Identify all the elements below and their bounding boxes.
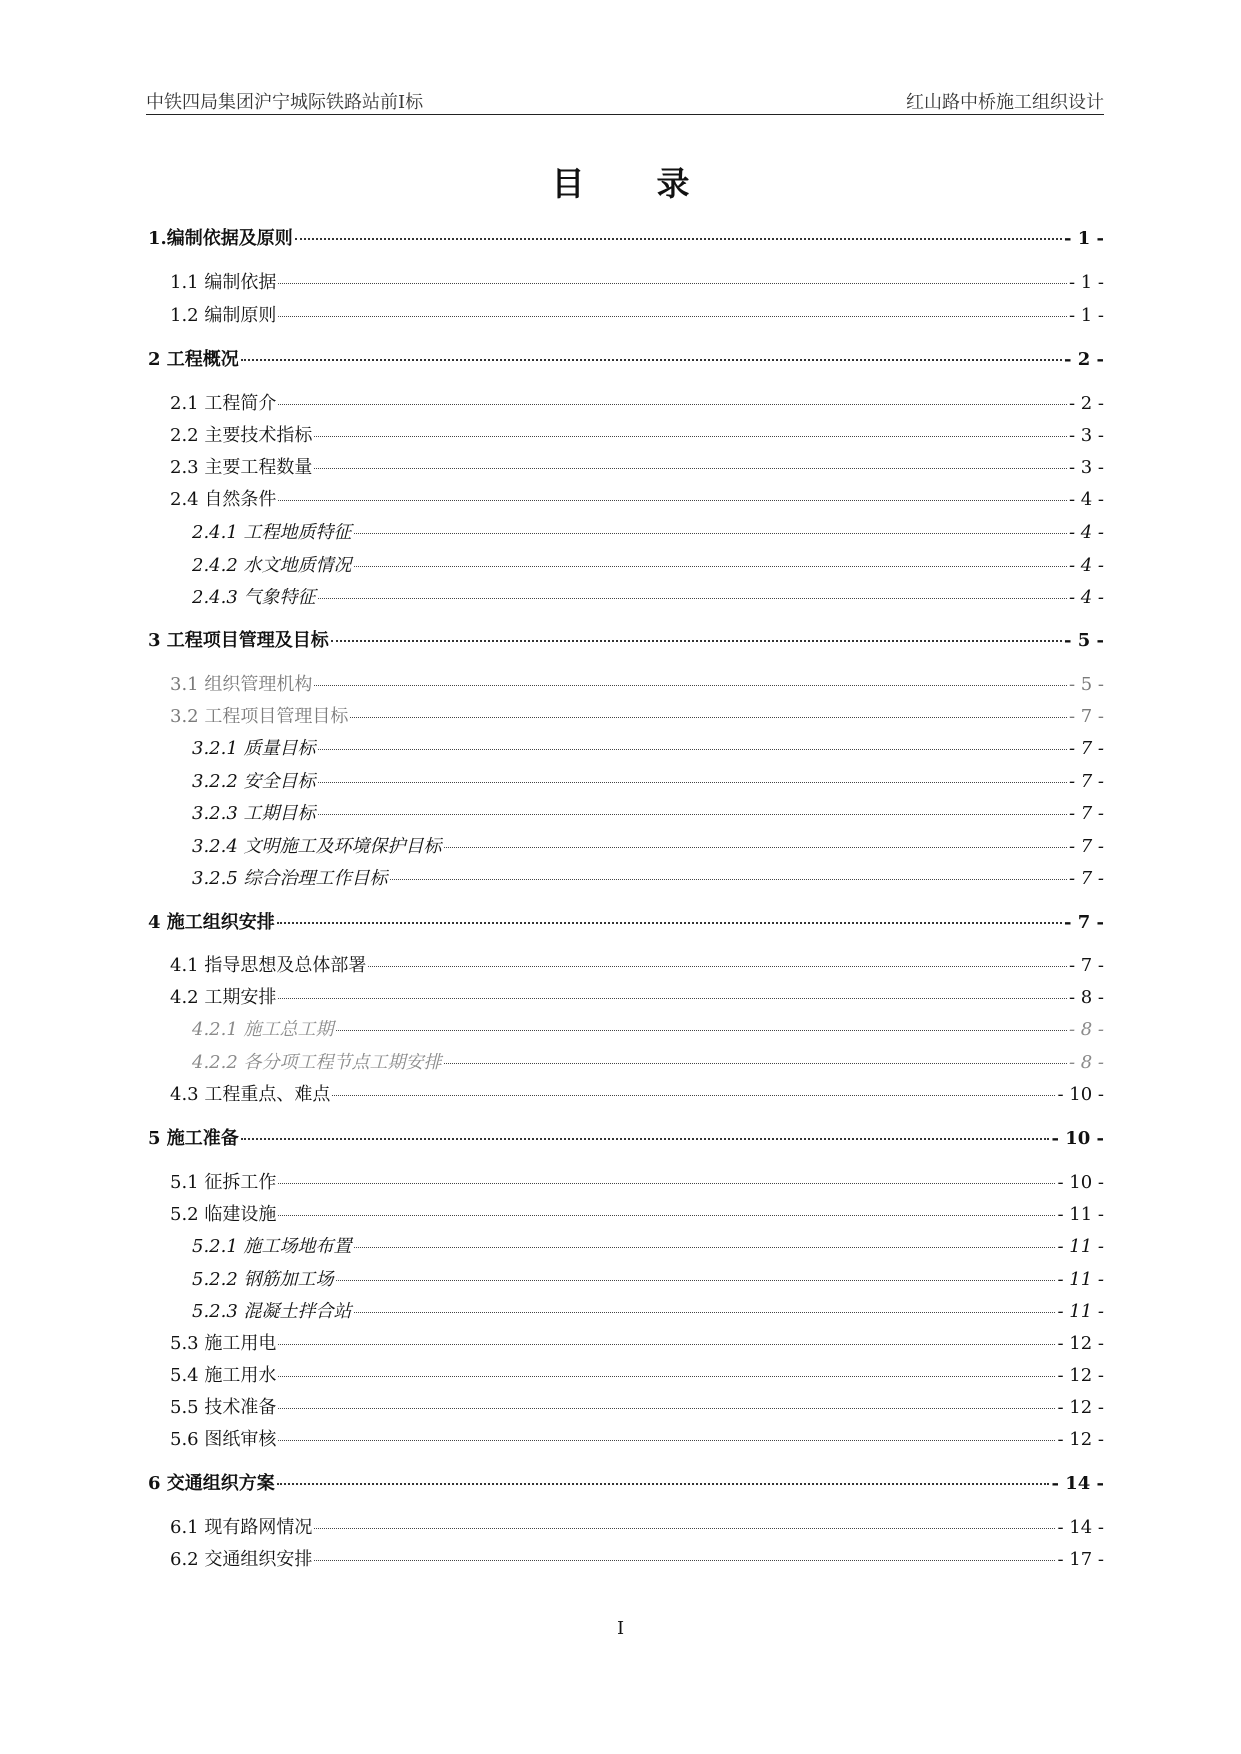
toc-leader-dots	[314, 1560, 1055, 1561]
toc-entry-page: - 7 -	[1068, 868, 1104, 889]
toc-entry[interactable]	[148, 1015, 1104, 1041]
toc-entry-label: 3.2 工程项目管理目标	[170, 706, 349, 727]
toc-leader-dots	[278, 404, 1067, 405]
toc-entry-page: - 10 -	[1057, 1084, 1104, 1105]
toc-entry-label: 5 施工准备	[148, 1128, 239, 1149]
toc-entry[interactable]	[148, 518, 1104, 544]
toc-leader-dots	[336, 1030, 1067, 1031]
toc-entry[interactable]	[148, 551, 1104, 577]
toc-entry-label: 3.2.3 工期目标	[192, 803, 316, 824]
toc-leader-dots	[318, 782, 1067, 783]
toc-leader-dots	[444, 847, 1067, 848]
toc-leader-dots	[354, 533, 1067, 534]
toc-entry-label: 5.3 施工用电	[170, 1333, 277, 1354]
toc-entry-page: - 12 -	[1057, 1365, 1104, 1386]
toc-entry-label: 2.4 自然条件	[170, 489, 277, 510]
toc-entry-page: - 5 -	[1068, 674, 1104, 695]
toc-leader-dots	[278, 998, 1067, 999]
toc-entry-label: 2 工程概况	[148, 349, 239, 370]
toc-leader-dots	[278, 1344, 1055, 1345]
toc-entry-label: 1.编制依据及原则	[148, 228, 293, 249]
toc-entry-label: 5.2.3 混凝土拌合站	[192, 1301, 352, 1322]
toc-entry[interactable]	[148, 1048, 1104, 1074]
toc-entry[interactable]	[148, 1168, 1104, 1194]
toc-entry-page: - 14 -	[1051, 1473, 1104, 1494]
toc-entry-label: 2.4.3 气象特征	[192, 587, 316, 608]
toc-entry-page: - 3 -	[1068, 457, 1104, 478]
toc-entry[interactable]	[148, 1080, 1104, 1106]
toc-entry-label: 3 工程项目管理及目标	[148, 630, 329, 651]
toc-leader-dots	[278, 1408, 1055, 1409]
toc-entry-page: - 1 -	[1064, 228, 1104, 249]
toc-entry[interactable]	[148, 702, 1104, 728]
toc-entry[interactable]	[148, 734, 1104, 760]
toc-leader-dots	[278, 1183, 1055, 1184]
toc-entry-label: 4.2.1 施工总工期	[192, 1019, 334, 1040]
toc-entry[interactable]	[148, 1297, 1104, 1323]
toc-entry-label: 5.1 征拆工作	[170, 1172, 277, 1193]
toc-title: 目录	[551, 164, 762, 203]
toc-leader-dots	[314, 468, 1067, 469]
toc-leader-dots	[278, 316, 1067, 317]
toc-entry-page: - 14 -	[1057, 1517, 1104, 1538]
toc-entry[interactable]	[148, 453, 1104, 479]
toc-entry[interactable]	[148, 1232, 1104, 1258]
toc-entry-label: 4.3 工程重点、难点	[170, 1084, 331, 1105]
toc-entry-label: 4.1 指导思想及总体部署	[170, 955, 367, 976]
toc-leader-dots	[318, 814, 1067, 815]
toc-entry[interactable]	[148, 1361, 1104, 1387]
toc-entry[interactable]	[148, 345, 1104, 371]
toc-entry-label: 2.2 主要技术指标	[170, 425, 313, 446]
toc-leader-dots	[332, 1095, 1055, 1096]
toc-entry-label: 6 交通组织方案	[148, 1473, 275, 1494]
toc-entry[interactable]	[148, 799, 1104, 825]
toc-leader-dots	[277, 922, 1062, 924]
toc-entry[interactable]	[148, 983, 1104, 1009]
toc-entry-page: - 1 -	[1068, 272, 1104, 293]
toc-entry-label: 4.2.2 各分项工程节点工期安排	[192, 1052, 442, 1073]
toc-entry[interactable]	[148, 485, 1104, 511]
toc-entry-label: 2.4.1 工程地质特征	[192, 522, 352, 543]
page-header	[146, 88, 1104, 115]
toc-leader-dots	[331, 640, 1062, 642]
toc-entry[interactable]	[148, 1513, 1104, 1539]
toc-entry[interactable]	[148, 583, 1104, 609]
toc-leader-dots	[295, 238, 1062, 240]
toc-entry[interactable]	[148, 1124, 1104, 1150]
toc-leader-dots	[278, 283, 1067, 284]
toc-entry[interactable]	[148, 389, 1104, 415]
toc-entry-page: - 7 -	[1068, 771, 1104, 792]
toc-entry-page: - 4 -	[1068, 555, 1104, 576]
toc-entry-label: 6.1 现有路网情况	[170, 1517, 313, 1538]
toc-entry-page: - 7 -	[1068, 738, 1104, 759]
toc-entry-page: - 5 -	[1064, 630, 1104, 651]
toc-entry-label: 5.2 临建设施	[170, 1204, 277, 1225]
toc-entry-label: 5.2.1 施工场地布置	[192, 1236, 352, 1257]
toc-entry[interactable]	[148, 1329, 1104, 1355]
toc-entry-page: - 7 -	[1064, 912, 1104, 933]
toc-entry[interactable]	[148, 908, 1104, 934]
toc-entry[interactable]	[148, 224, 1104, 250]
toc-entry-page: - 7 -	[1068, 836, 1104, 857]
toc-entry[interactable]	[148, 1265, 1104, 1291]
toc-leader-dots	[444, 1063, 1067, 1064]
toc-entry-label: 4 施工组织安排	[148, 912, 275, 933]
toc-leader-dots	[390, 879, 1067, 880]
toc-entry-label: 1.1 编制依据	[170, 272, 277, 293]
toc-entry-page: - 4 -	[1068, 587, 1104, 608]
toc-entry[interactable]	[148, 832, 1104, 858]
page-number: I	[616, 1618, 625, 1639]
toc-leader-dots	[278, 500, 1067, 501]
toc-entry[interactable]	[148, 421, 1104, 447]
toc-entry-page: - 10 -	[1057, 1172, 1104, 1193]
toc-entry-label: 1.2 编制原则	[170, 305, 277, 326]
toc-entry[interactable]	[148, 951, 1104, 977]
toc-entry-page: - 11 -	[1057, 1301, 1104, 1322]
toc-entry[interactable]	[148, 864, 1104, 890]
toc-leader-dots	[314, 1528, 1055, 1529]
toc-entry-label: 2.4.2 水文地质情况	[192, 555, 352, 576]
toc-entry-label: 3.2.2 安全目标	[192, 771, 316, 792]
toc-entry-label: 3.2.1 质量目标	[192, 738, 316, 759]
toc-leader-dots	[278, 1215, 1055, 1216]
toc-entry-page: - 8 -	[1068, 987, 1104, 1008]
toc-entry-label: 5.2.2 钢筋加工场	[192, 1269, 334, 1290]
toc-entry-page: - 3 -	[1068, 425, 1104, 446]
toc-leader-dots	[241, 1138, 1050, 1140]
toc-entry-page: - 4 -	[1068, 522, 1104, 543]
toc-entry[interactable]	[148, 1200, 1104, 1226]
toc-entry[interactable]	[148, 1469, 1104, 1495]
header-document-title: 红山路中桥施工组织设计	[906, 92, 1104, 113]
toc-entry-page: - 12 -	[1057, 1397, 1104, 1418]
toc-entry-label: 5.4 施工用水	[170, 1365, 277, 1386]
toc-entry-page: - 12 -	[1057, 1429, 1104, 1450]
toc-entry-label: 2.3 主要工程数量	[170, 457, 313, 478]
toc-entry-label: 3.2.5 综合治理工作目标	[192, 868, 388, 889]
toc-entry[interactable]	[148, 1545, 1104, 1571]
toc-leader-dots	[241, 359, 1062, 361]
toc-leader-dots	[278, 1440, 1055, 1441]
toc-entry-label: 2.1 工程简介	[170, 393, 277, 414]
toc-entry-page: - 2 -	[1068, 393, 1104, 414]
toc-entry[interactable]	[148, 268, 1104, 294]
toc-leader-dots	[368, 966, 1067, 967]
header-project-name: 中铁四局集团沪宁城际铁路站前Ⅰ标	[146, 92, 424, 113]
toc-entry-label: 6.2 交通组织安排	[170, 1549, 313, 1570]
toc-entry-page: - 10 -	[1051, 1128, 1104, 1149]
toc-leader-dots	[350, 717, 1067, 718]
toc-leader-dots	[277, 1483, 1050, 1485]
toc-entry-label: 5.5 技术准备	[170, 1397, 277, 1418]
toc-entry-page: - 8 -	[1068, 1052, 1104, 1073]
toc-entry-page: - 1 -	[1068, 305, 1104, 326]
toc-entry-page: - 2 -	[1064, 349, 1104, 370]
toc-leader-dots	[318, 749, 1067, 750]
toc-entry[interactable]	[148, 626, 1104, 652]
toc-entry-label: 3.1 组织管理机构	[170, 674, 313, 695]
toc-leader-dots	[336, 1280, 1056, 1281]
toc-entry[interactable]	[148, 1393, 1104, 1419]
toc-entry-label: 4.2 工期安排	[170, 987, 277, 1008]
toc-entry-page: - 11 -	[1057, 1204, 1104, 1225]
toc-entry-page: - 11 -	[1057, 1236, 1104, 1257]
toc-leader-dots	[354, 1312, 1056, 1313]
toc-entry[interactable]	[148, 670, 1104, 696]
toc-leader-dots	[354, 1247, 1056, 1248]
toc-entry-page: - 7 -	[1068, 955, 1104, 976]
toc-entry[interactable]	[148, 301, 1104, 327]
toc-entry-page: - 4 -	[1068, 489, 1104, 510]
toc-leader-dots	[354, 566, 1067, 567]
toc-entry-page: - 12 -	[1057, 1333, 1104, 1354]
toc-entry-label: 5.6 图纸审核	[170, 1429, 277, 1450]
toc-leader-dots	[318, 598, 1067, 599]
toc-entry-label: 3.2.4 文明施工及环境保护目标	[192, 836, 442, 857]
toc-entry[interactable]	[148, 1425, 1104, 1451]
toc-entry[interactable]	[148, 767, 1104, 793]
toc-entry-page: - 7 -	[1068, 803, 1104, 824]
toc-leader-dots	[314, 685, 1067, 686]
toc-entry-page: - 17 -	[1057, 1549, 1104, 1570]
toc-entry-page: - 8 -	[1068, 1019, 1104, 1040]
toc-entry-page: - 11 -	[1057, 1269, 1104, 1290]
toc-leader-dots	[314, 436, 1067, 437]
toc-entry-page: - 7 -	[1068, 706, 1104, 727]
toc-leader-dots	[278, 1376, 1055, 1377]
